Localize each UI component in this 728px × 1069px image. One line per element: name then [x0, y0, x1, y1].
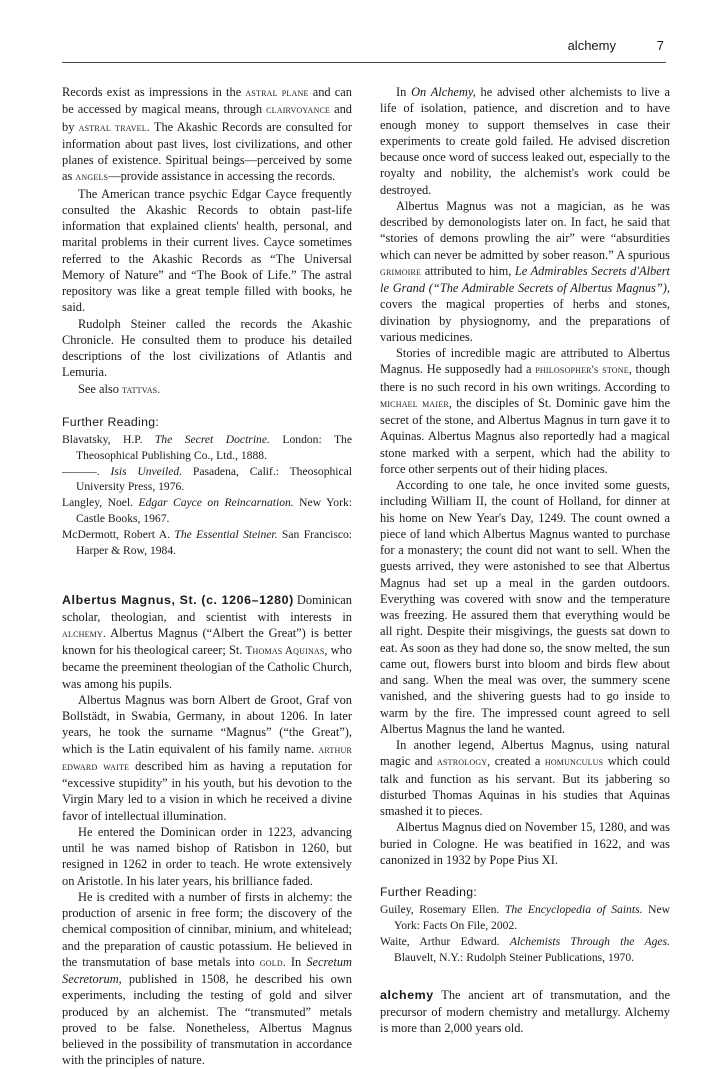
entry-headword-albertus: Albertus Magnus, St. (c. 1206–1280): [62, 593, 294, 608]
albertus-entry-intro: Albertus Magnus, St. (c. 1206–1280) Dominican scholar, theologian, and scientist with interests in alchemy. Albertus Magnus (“Albert the Great”) is better known for his theological career; St. Thomas Aquinas, who became the preeminent theologian of the Catholic Church, was among his pupils.: [62, 593, 353, 691]
running-head: alchemy: [567, 38, 616, 53]
cross-ref-alchemy[interactable]: alchemy.: [62, 627, 106, 640]
albertus-paragraph-dominican: He entered the Dominican order in 1223, advancing until he was named bishop of Ratisbon in 1260, but resigned in 1262 in order to teach. He wrote extensively on Aristotle. In his later years, his brilliance faded.: [62, 824, 352, 888]
alchemy-entry-intro: alchemy The ancient art of transmutation, and the precursor of modern chemistry and metallurgy. Alchemy is more than 2,000 years old.: [380, 988, 670, 1035]
albertus-paragraph-death: Albertus Magnus died on November 15, 1280, and was buried in Cologne. He was beatified in 1622, and was canonized in 1932 by Pope Pius XI.: [380, 820, 670, 867]
albertus-paragraph-on-alchemy: In On Alchemy, he advised other alchemists to live a life of isolation, patience, and discretion and to have enough money to support themselves in case their experiments to create gold failed. He advised discretion because once word of success leaked out, especially to the royalty and nobility, the alchemist's work could be destroyed.: [380, 85, 670, 197]
albertus-paragraph-magic: Stories of incredible magic are attributed to Albertus Magnus. He supposedly had a philosopher's stone, though there is no such record in his own writings. According to michael maier, the disciples of St. Dominic gave him the secret of the stone, and Albertus Magnus in turn gave it to Aquinas. Albertus Magnus also reportedly had a magical stone marked with a serpent, which had the ability to force other serpents out of their hiding places.: [380, 346, 670, 476]
cross-ref-waite[interactable]: arthur edward waite: [62, 743, 352, 773]
reference-item: ———. Isis Unveiled. Pasadena, Calif.: Theosophical University Press, 1976.: [62, 464, 353, 494]
cross-ref-astral-plane[interactable]: astral plane: [245, 87, 309, 99]
cross-ref-astrology[interactable]: astrology,: [437, 756, 491, 769]
right-column: [380, 84, 670, 1036]
cross-ref-michael-maier[interactable]: michael maier,: [380, 397, 452, 410]
cross-ref-tattvas[interactable]: tattvas.: [122, 383, 161, 396]
reference-item: McDermott, Robert A. The Essential Steiner. San Francisco: Harper & Row, 1984.: [62, 527, 353, 557]
cross-ref-gold[interactable]: gold.: [259, 956, 286, 969]
akashic-paragraph-3: Rudolph Steiner called the records the Akashic Chronicle. He consulted them to produce his detailed descriptions of the lost civilizations of Atlantis and Lemuria.: [62, 316, 352, 380]
see-also: See also tattvas.: [78, 381, 161, 396]
page-number: 7: [656, 38, 664, 53]
further-reading-heading: Further Reading:: [380, 885, 478, 899]
reference-item: Guiley, Rosemary Ellen. The Encyclopedia of Saints. New York: Facts On File, 2002.: [380, 903, 670, 933]
albertus-paragraph-magician: Albertus Magnus was not a magician, as he was described by demonologists later on. In fact, he said that “stories of demons prowling the air” were “absurdities which can never be admitted by sober reason.” A spurious grimoire attributed to him, Le Admirables Secrets d'Albert le Grand (“The Admirable Secrets of Albertus Magnus”), covers the magical properties of herbs and stones, divination by physiognomy, and the preparations of various medicines.: [380, 198, 670, 344]
left-column: [62, 84, 352, 1069]
cross-ref-clairvoyance[interactable]: clairvoyance: [266, 104, 331, 117]
albertus-paragraph-tale: According to one tale, he once invited some guests, including William II, the count of Holland, for dinner at his home on New Year's Day, 1249. The count owned a piece of land which Albertus Magnus wanted to purchase for a monastery; the count did not want to sell. When the guests arrived, they were astonished to see that Albertus Magnus had set up a meal in the garden outdoors. Everything was covered with snow and the temperature was freezing. He assured them that everything would be all right. Despite their misgivings, the guests sat down to eat. As soon as they had done so, the snow melted, the sun came out, flowers burst into bloom and birds flew about and sang. When the meal was over, the summery scene vanished, and the shivering guests had to go inside to warm by the fire. The impressed count agreed to sell Albertus Magnus the land he wanted.: [380, 478, 670, 736]
header-rule: [62, 62, 666, 63]
reference-item: Waite, Arthur Edward. Alchemists Through the Ages. Blauvelt, N.Y.: Rudolph Steiner Publications, 1970.: [380, 934, 670, 964]
akashic-paragraph-2: The American trance psychic Edgar Cayce frequently consulted the Akashic Records to obtain past-life information that explained clients' health, personal, and marital problems in their current lives. Cayce sometimes referred to the Akashic Records as “The Universal Memory of Nature” and “The Book of Life.” The astral repository was like a great temple filled with books, he said.: [62, 186, 352, 315]
cross-ref-philosophers-stone[interactable]: philosopher's stone,: [535, 364, 632, 377]
cross-ref-thomas-aquinas[interactable]: Thomas Aquinas,: [245, 645, 328, 658]
akashic-paragraph-1: Records exist as impressions in the astral plane and can be accessed by magical means, through clairvoyance and by astral travel. The Akashic Records are consulted for information about past lives, lost civilizations, and other planes of existence. Spiritual beings—perceived by some as angels—provide assistance in accessing the records.: [62, 85, 353, 184]
reference-item: Blavatsky, H.P. The Secret Doctrine. London: The Theosophical Publishing Co., Ltd., 1888.: [62, 433, 352, 462]
further-reading-heading: Further Reading:: [62, 414, 160, 429]
cross-ref-astral-travel[interactable]: astral travel.: [78, 121, 150, 134]
albertus-paragraph-legend: In another legend, Albertus Magnus, using natural magic and astrology, created a homunculus which could talk and function as his servant. But its jabbering so disturbed Thomas Aquinas in his studies that Aquinas smashed it to pieces.: [380, 738, 670, 818]
cross-ref-angels[interactable]: angels: [75, 171, 109, 184]
albertus-paragraph-birth: Albertus Magnus was born Albert de Groot, Graf von Bollstädt, in Swabia, Germany, in about 1206. In later years, he took the surname “Magnus” (“the Great”), which is the Latin equivalent of his family name. arthur edward waite described him as having a reputation for “excessive stupidity” in his youth, but his devotion to the Virgin Mary led to a vision in which he received a divine favor of intellectual illumination.: [62, 692, 353, 823]
entry-headword-alchemy: alchemy: [380, 988, 434, 1003]
reference-item: Langley, Noel. Edgar Cayce on Reincarnation. New York: Castle Books, 1967.: [62, 496, 352, 525]
cross-ref-grimoire[interactable]: grimoire: [380, 265, 422, 278]
cross-ref-homunculus[interactable]: homunculus: [544, 756, 604, 769]
albertus-paragraph-firsts: He is credited with a number of firsts in alchemy: the production of arsenic in free form; the discovery of the chemical composition of cinnibar, minium, and whitelead; and the preparation of caustic potassium. He believed in the transmutation of base metals into gold. In Secretum Secretorum, published in 1508, he described his own experiments, including the testing of gold and silver produced by an alchemist. The “transmuted” metals proved to be false. Nonetheless, Albertus Magnus believed in the possibility of transmutation in accordance with the principles of nature.: [62, 889, 352, 1068]
